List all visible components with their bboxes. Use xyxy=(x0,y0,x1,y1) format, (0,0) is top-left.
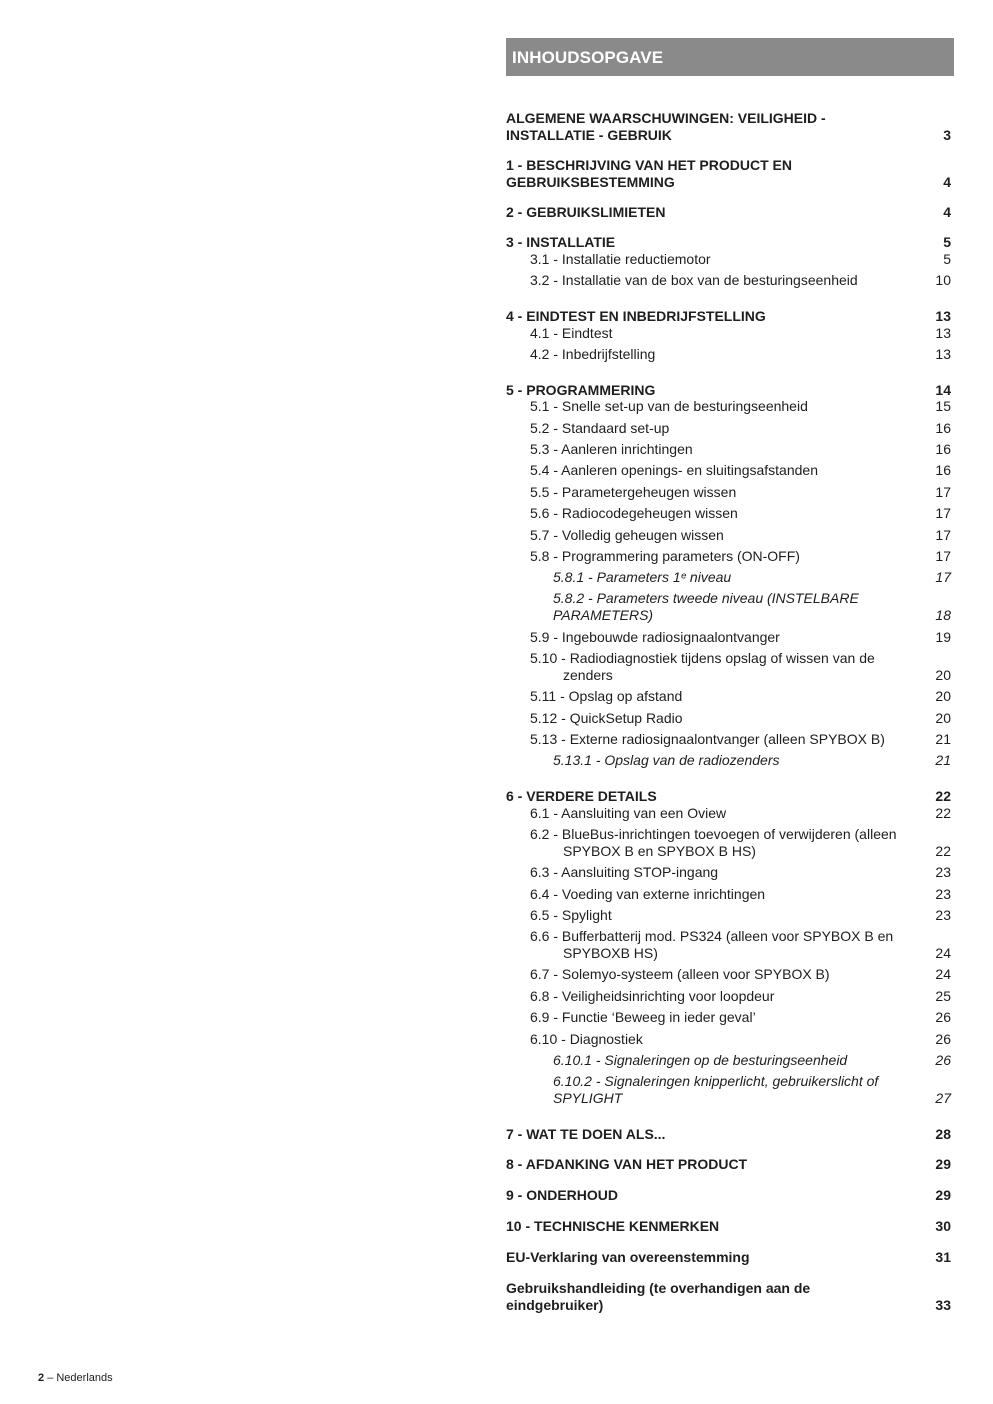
toc-page-number: 22 xyxy=(935,788,951,804)
toc-page-number: 20 xyxy=(935,667,951,683)
toc-entry[interactable]: 5.12 - QuickSetup Radio 20 xyxy=(530,710,951,726)
toc-entry[interactable]: 6.10.2 - Signaleringen knipperlicht, gebruikerslicht of SPYLIGHT 27 xyxy=(553,1073,951,1106)
toc-title: INHOUDSOPGAVE xyxy=(512,48,664,67)
footer-language: – Nederlands xyxy=(47,1372,113,1384)
toc-entry[interactable]: 6.10.1 - Signaleringen op de besturingseenheid 26 xyxy=(553,1052,951,1068)
toc-page-number: 4 xyxy=(943,204,951,220)
toc-entry[interactable]: 1 - BESCHRIJVING VAN HET PRODUCT EN GEBRUIKSBESTEMMING 4 xyxy=(506,157,951,190)
toc-entry[interactable]: 5.5 - Parametergeheugen wissen 17 xyxy=(530,484,951,500)
toc-entry[interactable]: 5.6 - Radiocodegeheugen wissen 17 xyxy=(530,505,951,521)
toc-entry[interactable]: 9 - ONDERHOUD 29 xyxy=(506,1187,951,1203)
toc-entry[interactable]: 5.3 - Aanleren inrichtingen 16 xyxy=(530,441,951,457)
toc-entry[interactable]: 5.2 - Standaard set-up 16 xyxy=(530,420,951,436)
toc-entry[interactable]: 5.9 - Ingebouwde radiosignaalontvanger 19 xyxy=(530,629,951,645)
toc-entry[interactable]: 6.5 - Spylight 23 xyxy=(530,907,951,923)
toc-page-number: 21 xyxy=(935,731,951,747)
toc-page-number: 23 xyxy=(935,864,951,880)
toc-page-number: 23 xyxy=(935,907,951,923)
toc-page-number: 23 xyxy=(935,886,951,902)
toc-entry[interactable]: 6.10 - Diagnostiek 26 xyxy=(530,1031,951,1047)
toc-page-number: 17 xyxy=(935,484,951,500)
toc-entry[interactable]: 5.1 - Snelle set-up van de besturingseenheid 15 xyxy=(530,398,951,414)
toc-entry[interactable]: 5.7 - Volledig geheugen wissen 17 xyxy=(530,527,951,543)
toc-entry[interactable]: 5.13 - Externe radiosignaalontvanger (alleen SPYBOX B) 21 xyxy=(530,731,951,747)
toc-entry[interactable]: 6.1 - Aansluiting van een Oview 22 xyxy=(530,805,951,821)
toc-page-number: 22 xyxy=(935,843,951,859)
toc-entry[interactable]: 6.7 - Solemyo-systeem (alleen voor SPYBOX B) 24 xyxy=(530,966,951,982)
toc-page-number: 24 xyxy=(935,945,951,961)
toc-page-number: 5 xyxy=(943,251,951,267)
toc-page-number: 4 xyxy=(943,174,951,190)
toc-page-number: 17 xyxy=(935,569,951,585)
toc-page-number: 14 xyxy=(935,382,951,398)
toc-page-number: 16 xyxy=(935,420,951,436)
toc-page-number: 5 xyxy=(943,234,951,250)
toc-page-number: 21 xyxy=(935,752,951,768)
toc-page-number: 17 xyxy=(935,527,951,543)
toc-page-number: 10 xyxy=(935,272,951,288)
toc-page-number: 17 xyxy=(935,505,951,521)
toc-entry[interactable]: EU-Verklaring van overeenstemming 31 xyxy=(506,1249,951,1265)
toc-entry[interactable]: 6.6 - Bufferbatterij mod. PS324 (alleen voor SPYBOX B en SPYBOXB HS) 24 xyxy=(530,928,951,961)
toc-page-number: 24 xyxy=(935,966,951,982)
toc-entry[interactable]: 5.13.1 - Opslag van de radiozenders 21 xyxy=(553,752,951,768)
toc-page-number: 13 xyxy=(935,325,951,341)
toc-page-number: 15 xyxy=(935,398,951,414)
toc-entry[interactable]: 2 - GEBRUIKSLIMIETEN 4 xyxy=(506,204,951,220)
toc-entry[interactable]: 5.11 - Opslag op afstand 20 xyxy=(530,688,951,704)
toc-entry[interactable]: 5.4 - Aanleren openings- en sluitingsafstanden 16 xyxy=(530,462,951,478)
toc-page-number: 33 xyxy=(935,1297,951,1313)
toc-page-number: 3 xyxy=(943,127,951,143)
page-footer xyxy=(38,1372,113,1384)
toc-entry[interactable]: 4.2 - Inbedrijfstelling 13 xyxy=(530,346,951,362)
toc-page-number: 20 xyxy=(935,710,951,726)
toc-entry[interactable]: 6.8 - Veiligheidsinrichting voor loopdeur 25 xyxy=(530,988,951,1004)
toc-page-number: 16 xyxy=(935,441,951,457)
toc-entry[interactable]: 5.10 - Radiodiagnostiek tijdens opslag of wissen van de zenders 20 xyxy=(530,650,951,683)
toc-entry[interactable]: 4 - EINDTEST EN INBEDRIJFSTELLING 13 xyxy=(506,308,951,324)
toc-entry[interactable]: 4.1 - Eindtest 13 xyxy=(530,325,951,341)
toc-entry[interactable]: 5 - PROGRAMMERING 14 xyxy=(506,382,951,398)
toc-entry[interactable]: 10 - TECHNISCHE KENMERKEN 30 xyxy=(506,1218,951,1234)
toc-entry[interactable]: 6.9 - Functie ‘Beweeg in ieder geval’ 26 xyxy=(530,1009,951,1025)
toc-page-number: 18 xyxy=(935,607,951,623)
toc-page-number: 29 xyxy=(935,1156,951,1172)
toc-entry[interactable]: 3.2 - Installatie van de box van de besturingseenheid 10 xyxy=(530,272,951,288)
toc-entry[interactable]: 5.8.2 - Parameters tweede niveau (INSTELBARE PARAMETERS) 18 xyxy=(553,590,951,623)
toc-page-number: 22 xyxy=(935,805,951,821)
toc-page-number: 19 xyxy=(935,629,951,645)
toc-entry[interactable]: 6.2 - BlueBus-inrichtingen toevoegen of verwijderen (alleen SPYBOX B en SPYBOX B HS) 22 xyxy=(530,826,951,859)
toc-page-number: 26 xyxy=(935,1052,951,1068)
toc-page-number: 30 xyxy=(935,1218,951,1234)
toc-page-number: 29 xyxy=(935,1187,951,1203)
toc-entry[interactable]: 6.3 - Aansluiting STOP-ingang 23 xyxy=(530,864,951,880)
toc-entry[interactable]: 5.8.1 - Parameters 1ᵉ niveau 17 xyxy=(553,569,951,585)
toc-entry[interactable]: 8 - AFDANKING VAN HET PRODUCT 29 xyxy=(506,1156,951,1172)
toc-page-number: 13 xyxy=(935,346,951,362)
toc-page-number: 28 xyxy=(935,1126,951,1142)
toc-page-number: 27 xyxy=(935,1090,951,1106)
toc-page-number: 26 xyxy=(935,1031,951,1047)
toc-entry[interactable]: 3.1 - Installatie reductiemotor 5 xyxy=(530,251,951,267)
toc-entry[interactable]: 6 - VERDERE DETAILS 22 xyxy=(506,788,951,804)
toc-page-number: 13 xyxy=(935,308,951,324)
toc-page-number: 20 xyxy=(935,688,951,704)
toc-page-number: 17 xyxy=(935,548,951,564)
toc-page-number: 26 xyxy=(935,1009,951,1025)
toc-entry[interactable]: 6.4 - Voeding van externe inrichtingen 23 xyxy=(530,886,951,902)
toc-entry[interactable]: 3 - INSTALLATIE 5 xyxy=(506,234,951,250)
toc-page-number: 16 xyxy=(935,462,951,478)
toc-entry[interactable]: Gebruikshandleiding (te overhandigen aan de eindgebruiker) 33 xyxy=(506,1280,951,1313)
footer-page-number: 2 xyxy=(38,1372,45,1384)
toc-entry[interactable]: ALGEMENE WAARSCHUWINGEN: VEILIGHEID - INSTALLATIE - GEBRUIK 3 xyxy=(506,110,951,143)
toc-page-number: 25 xyxy=(935,988,951,1004)
toc-entry[interactable]: 5.8 - Programmering parameters (ON-OFF) 17 xyxy=(530,548,951,564)
toc-page-number: 31 xyxy=(935,1249,951,1265)
toc-header xyxy=(506,38,954,76)
toc-entry[interactable]: 7 - WAT TE DOEN ALS... 28 xyxy=(506,1126,951,1142)
